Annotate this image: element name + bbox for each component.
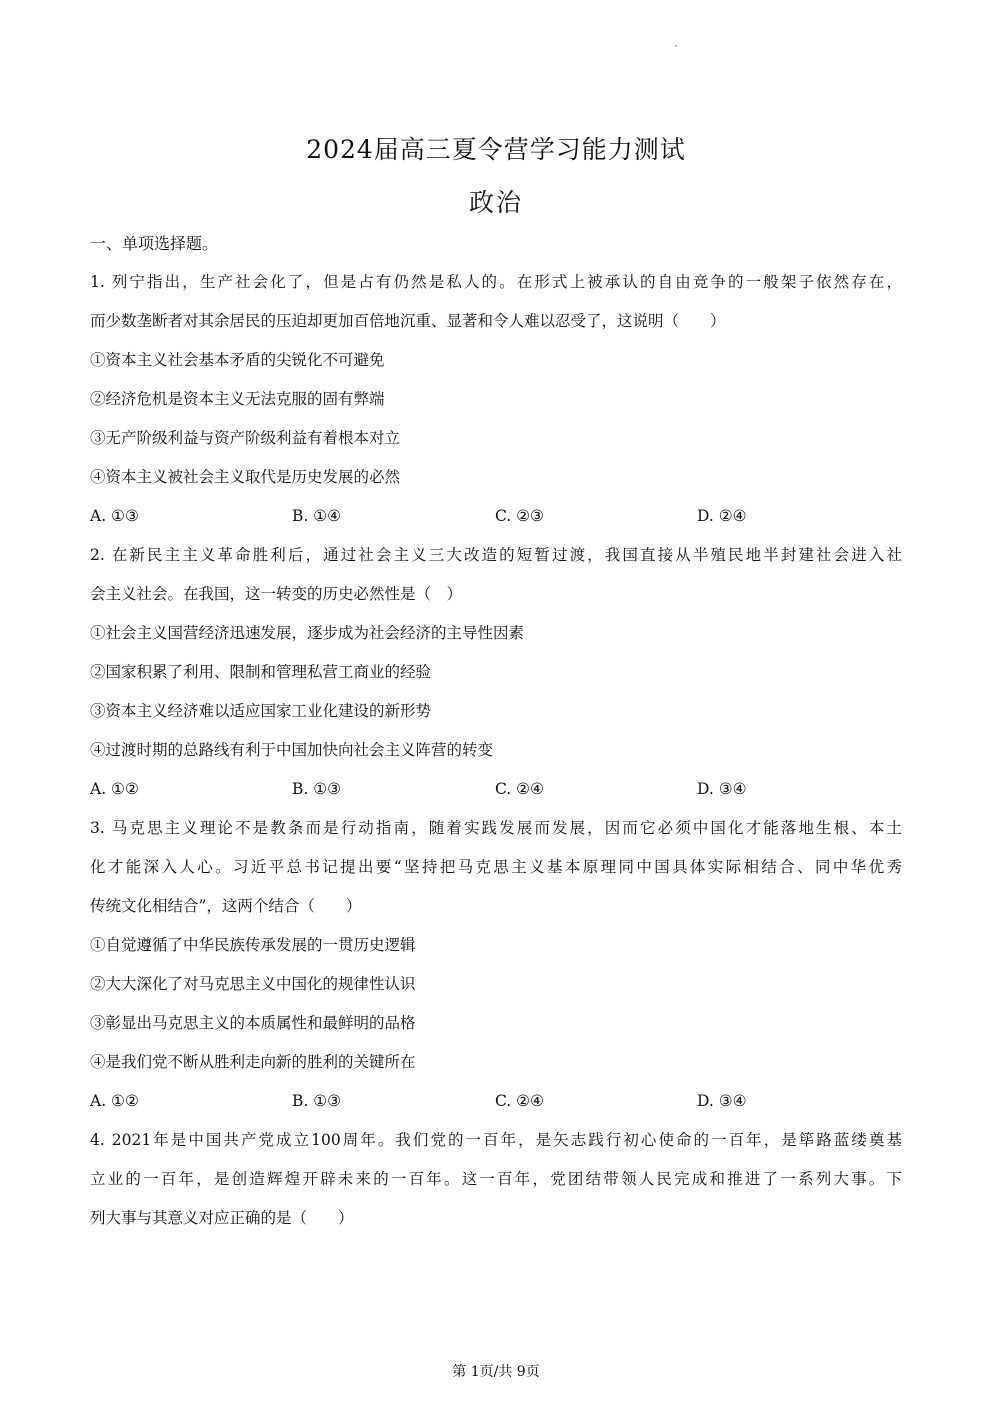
question-1-item-1: ①资本主义社会基本矛盾的尖锐化不可避免 [90,351,385,369]
option-b[interactable]: B. ①③ [292,780,342,798]
question-4-stem-line-3: 列大事与其意义对应正确的是（ ） [90,1209,354,1227]
option-a[interactable]: A. ①② [90,1092,139,1110]
question-2-item-2: ②国家积累了利用、限制和管理私营工商业的经验 [90,663,432,681]
question-2-item-1: ①社会主义国营经济迅速发展，逐步成为社会经济的主导性因素 [90,624,525,642]
option-c[interactable]: C. ②④ [495,780,544,798]
question-1-item-2: ②经济危机是资本主义无法克服的固有弊端 [90,390,385,408]
question-4-stem-line-2: 立业的一百年，是创造辉煌开辟未来的一百年。这一百年，党团结带领人民完成和推进了一系列大事。下 [90,1170,902,1188]
question-1-item-4: ④资本主义被社会主义取代是历史发展的必然 [90,468,401,486]
option-c[interactable]: C. ②③ [495,507,544,525]
option-b[interactable]: B. ①③ [292,1092,342,1110]
section-heading: 一、单项选择题。 [90,234,219,253]
question-3-item-4: ④是我们党不断从胜利走向新的胜利的关键所在 [90,1053,416,1071]
question-4-stem-line-1: 4. 2021年是中国共产党成立100周年。我们党的一百年，是矢志践行初心使命的一百年，是筚路蓝缕奠基 [90,1131,902,1149]
question-2-item-3: ③资本主义经济难以适应国家工业化建设的新形势 [90,702,432,720]
question-1-stem-line-2: 而少数垄断者对其余居民的压迫却更加百倍地沉重、显著和令人难以忍受了，这说明（ ） [90,312,726,330]
option-d[interactable]: D. ②④ [697,507,747,525]
question-1-item-3: ③无产阶级利益与资产阶级利益有着根本对立 [90,429,401,447]
subject-title: 政治 [468,188,523,217]
page-number: 第 1页/共 9页 [452,1364,540,1380]
question-3-item-1: ①自觉遵循了中华民族传承发展的一贯历史逻辑 [90,936,416,954]
question-3-stem-line-1: 3. 马克思主义理论不是教条而是行动指南，随着实践发展而发展，因而它必须中国化才能落地生根、本土 [90,819,902,837]
question-3-item-2: ②大大深化了对马克思主义中国化的规律性认识 [90,975,416,993]
option-d[interactable]: D. ③④ [697,1092,747,1110]
option-b[interactable]: B. ①④ [292,507,342,525]
question-2-stem-line-1: 2. 在新民主主义革命胜利后，通过社会主义三大改造的短暂过渡，我国直接从半殖民地半封建社会进入社 [90,546,902,564]
option-a[interactable]: A. ①② [90,780,139,798]
question-3-stem-line-3: 传统文化相结合”，这两个结合（ ） [90,897,362,915]
question-3-stem-line-2: 化才能深入人心。习近平总书记提出要“坚持把马克思主义基本原理同中国具体实际相结合、同中华优秀 [90,858,902,876]
question-1-stem-line-1: 1. 列宁指出，生产社会化了，但是占有仍然是私人的。在形式上被承认的自由竞争的一般架子依然存在， [90,273,902,291]
option-c[interactable]: C. ②④ [495,1092,544,1110]
question-2-stem-line-2: 会主义社会。在我国，这一转变的历史必然性是（ ） [90,585,463,603]
option-d[interactable]: D. ③④ [697,780,747,798]
scan-speck [675,45,677,47]
question-3-item-3: ③彰显出马克思主义的本质属性和最鲜明的品格 [90,1014,416,1032]
option-a[interactable]: A. ①③ [90,507,139,525]
question-2-item-4: ④过渡时期的总路线有利于中国加快向社会主义阵营的转变 [90,741,494,759]
exam-title: 2024届高三夏令营学习能力测试 [306,135,686,164]
